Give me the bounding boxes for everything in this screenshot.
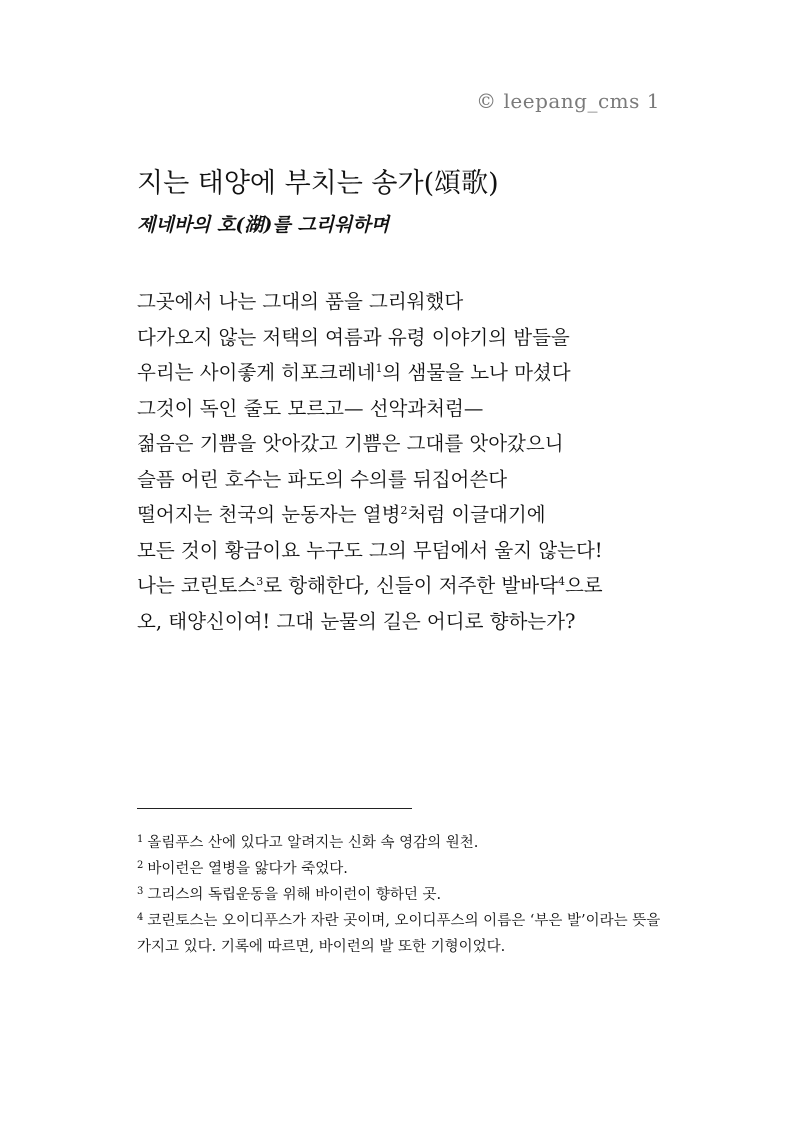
footnote-ref: 2 — [400, 504, 408, 517]
poem-line — [137, 462, 697, 498]
poem-line-text: 모든 것이 황금이요 누구도 그의 무덤에서 울지 않는다! — [137, 538, 603, 562]
footnote — [137, 830, 665, 856]
poem-line — [137, 497, 697, 533]
footnote-ref: 1 — [375, 362, 383, 375]
poem-line — [137, 604, 697, 640]
poem-title: 지는 태양에 부치는 송가(頌歌) — [137, 168, 499, 199]
poem-line-text: 으로 — [564, 574, 603, 597]
footnotes — [137, 830, 665, 960]
poem-line-text: 그것이 독인 줄도 모르고— 선악과처럼— — [137, 396, 484, 420]
poem-line — [137, 320, 697, 356]
poem-line-text: 그곳에서 나는 그대의 품을 그리워했다 — [137, 290, 464, 313]
footnote-mark: 4 — [137, 912, 144, 923]
footnote — [137, 908, 665, 960]
footnote-text: 올림푸스 산에 있다고 알려지는 신화 속 영감의 원천. — [147, 835, 479, 851]
poem-line-text: 로 항해한다, 신들이 저주한 발바닥 — [263, 574, 558, 597]
poem-body — [137, 284, 697, 639]
poem-line-text: 젊음은 기쁨을 앗아갔고 기쁨은 그대를 앗아갔으니 — [137, 432, 564, 455]
footnote — [137, 856, 665, 882]
poem-line — [137, 426, 697, 462]
poem-line-text: 오, 태양신이여! 그대 눈물의 길은 어디로 향하는가? — [137, 609, 576, 633]
footnote-divider — [137, 808, 412, 809]
footnote-mark: 2 — [137, 860, 144, 871]
poem-subtitle: 제네바의 호(湖)를 그리워하며 — [137, 214, 390, 236]
footnote-mark: 1 — [137, 834, 144, 845]
copyright-page-header: © leepang_cms 1 — [476, 89, 660, 113]
poem-line-text: 슬픔 어린 호수는 파도의 수의를 뒤집어쓴다 — [137, 467, 508, 491]
poem-line-text: 떨어지는 천국의 눈동자는 열병 — [137, 503, 401, 526]
poem-line — [137, 391, 697, 427]
poem-line — [137, 284, 697, 320]
footnote-text: 바이런은 열병을 앓다가 죽었다. — [147, 861, 348, 877]
poem-line-text: 나는 코린토스 — [137, 574, 257, 597]
poem-line-text: 우리는 사이좋게 히포크레네 — [137, 361, 376, 384]
poem-line-text: 처럼 이글대기에 — [407, 503, 546, 526]
footnote — [137, 882, 665, 908]
poem-line — [137, 355, 697, 391]
poem-line — [137, 533, 697, 569]
footnote-text: 코린토스는 오이디푸스가 자란 곳이며, 오이디푸스의 이름은 ‘부은 발’이라는 뜻을 가지고 있다. 기록에 따르면, 바이런의 발 또한 기형이었다. — [137, 913, 661, 955]
footnote-ref: 4 — [557, 575, 565, 588]
poem-line-text: 다가오지 않는 저택의 여름과 유령 이야기의 밤들을 — [137, 325, 570, 349]
footnote-ref: 3 — [256, 575, 264, 588]
footnote-text: 그리스의 독립운동을 위해 바이런이 향하던 곳. — [147, 887, 442, 903]
poem-line-text: 의 샘물을 노나 마셨다 — [382, 361, 571, 384]
poem-line — [137, 568, 697, 604]
footnote-mark: 3 — [137, 886, 144, 897]
